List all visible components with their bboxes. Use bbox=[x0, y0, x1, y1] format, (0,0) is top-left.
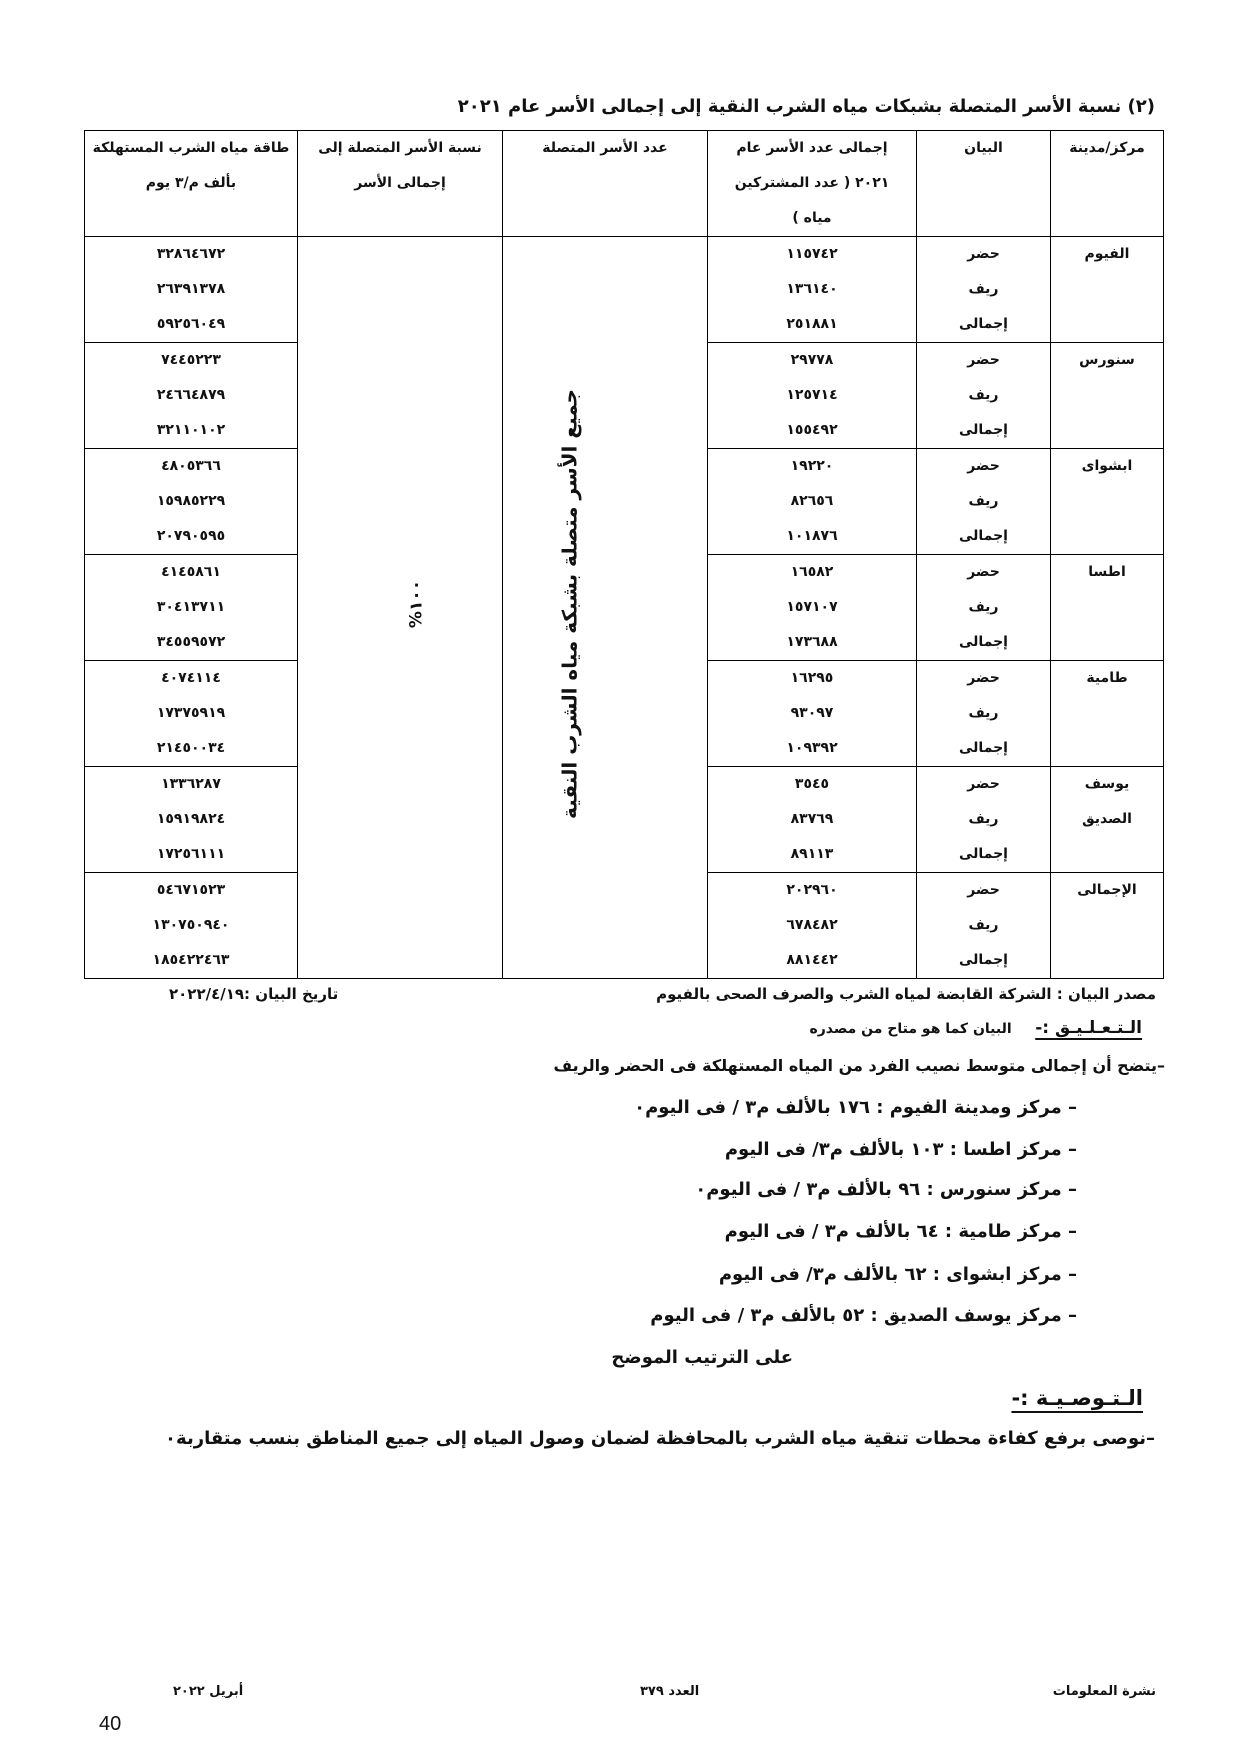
capacity-cell: ٤١٤٥٨٦١ bbox=[85, 555, 298, 591]
total-families-cell: ٣٥٤٥ bbox=[708, 767, 917, 803]
capacity-cell: ٧٤٤٥٢٢٣ bbox=[85, 343, 298, 379]
row-type-cell: ريف bbox=[917, 696, 1051, 731]
analysis-item: – مركز طامية : ٦٤ بالألف م٣ / فى اليوم bbox=[724, 1221, 1077, 1242]
center-name: طامية bbox=[1086, 670, 1128, 686]
capacity-cell: ١٥٩٨٥٢٢٩ bbox=[85, 484, 298, 519]
analysis-closing: على الترتيب الموضح bbox=[611, 1347, 793, 1368]
capacity-cell: ٢١٤٥٠٠٣٤ bbox=[85, 731, 298, 767]
header-capacity-line: طاقة مياه الشرب المستهلكة bbox=[92, 140, 290, 156]
center-cell bbox=[1051, 237, 1164, 343]
row-type-cell: ريف bbox=[917, 590, 1051, 625]
total-families-cell: ١٧٣٦٨٨ bbox=[708, 625, 917, 661]
header-connected-families-label: عدد الأسر المتصلة bbox=[542, 140, 668, 156]
header-center-label: مركز/مدينة bbox=[1069, 140, 1145, 156]
footer-issue: العدد ٣٧٩ bbox=[640, 1684, 700, 1699]
households-table-wrapper bbox=[85, 130, 1164, 979]
row-type-cell: إجمالى bbox=[917, 837, 1051, 873]
total-families-cell: ١٥٥٤٩٢ bbox=[708, 413, 917, 449]
capacity-cell: ٣٠٤١٣٧١١ bbox=[85, 590, 298, 625]
header-total-families-line: ٢٠٢١ ( عدد المشتركين bbox=[734, 175, 890, 191]
header-bayan bbox=[917, 131, 1051, 237]
table-title: (٢) نسبة الأسر المتصلة بشبكات مياه الشرب النقية إلى إجمالى الأسر عام ٢٠٢١ bbox=[457, 96, 1155, 117]
capacity-cell: ١٨٥٤٢٢٤٦٣ bbox=[85, 943, 298, 979]
capacity-cell: ٤٨٠٥٣٦٦ bbox=[85, 449, 298, 485]
total-families-cell: ١٩٢٢٠ bbox=[708, 449, 917, 485]
row-type-cell: ريف bbox=[917, 802, 1051, 837]
center-name: الصديق bbox=[1082, 811, 1132, 827]
recommendation-label: الـتـوصـيـة :- bbox=[1011, 1386, 1143, 1410]
total-families-cell: ٩٣٠٩٧ bbox=[708, 696, 917, 731]
center-cell bbox=[1051, 555, 1164, 661]
capacity-cell: ٢٠٧٩٠٥٩٥ bbox=[85, 519, 298, 555]
capacity-cell: ١٥٩١٩٨٢٤ bbox=[85, 802, 298, 837]
analysis-item: – مركز ومدينة الفيوم : ١٧٦ بالألف م٣ / فى اليوم٠ bbox=[634, 1097, 1077, 1118]
center-cell bbox=[1051, 449, 1164, 555]
total-families-cell: ٢٩٧٧٨ bbox=[708, 343, 917, 379]
center-cell bbox=[1051, 343, 1164, 449]
row-type-cell: إجمالى bbox=[917, 731, 1051, 767]
analysis-intro: –يتضح أن إجمالى متوسط نصيب الفرد من المياه المستهلكة فى الحضر والريف bbox=[553, 1056, 1165, 1075]
capacity-cell: ٤٠٧٤١١٤ bbox=[85, 661, 298, 697]
row-type-cell: إجمالى bbox=[917, 625, 1051, 661]
total-families-cell: ٨٢٦٥٦ bbox=[708, 484, 917, 519]
center-name: ابشواى bbox=[1081, 458, 1133, 474]
row-type-cell: إجمالى bbox=[917, 519, 1051, 555]
capacity-cell: ٥٤٦٧١٥٢٣ bbox=[85, 873, 298, 909]
connected-families-cell bbox=[503, 237, 708, 979]
total-families-cell: ١٠٩٣٩٢ bbox=[708, 731, 917, 767]
analysis-item: – مركز يوسف الصديق : ٥٢ بالألف م٣ / فى اليوم bbox=[650, 1305, 1077, 1326]
total-families-cell: ٢٠٢٩٦٠ bbox=[708, 873, 917, 909]
header-connected-ratio-line: نسبة الأسر المتصلة إلى bbox=[318, 140, 482, 156]
center-cell bbox=[1051, 873, 1164, 979]
connected-ratio-cell bbox=[298, 237, 503, 979]
total-families-cell: ١٢٥٧١٤ bbox=[708, 378, 917, 413]
header-connected-ratio-line: إجمالى الأسر bbox=[354, 175, 446, 191]
header-bayan-label: البيان bbox=[964, 140, 1003, 156]
capacity-cell: ١٧٢٥٦١١١ bbox=[85, 837, 298, 873]
center-name: اطسا bbox=[1088, 564, 1126, 580]
row-type-cell: حضر bbox=[917, 237, 1051, 273]
row-type-cell: ريف bbox=[917, 908, 1051, 943]
capacity-cell: ٢٦٣٩١٣٧٨ bbox=[85, 272, 298, 307]
header-connected-families bbox=[503, 131, 708, 237]
row-type-cell: حضر bbox=[917, 449, 1051, 485]
capacity-cell: ٣٤٥٥٩٥٧٢ bbox=[85, 625, 298, 661]
comment-note: البيان كما هو متاح من مصدره bbox=[809, 1021, 1012, 1037]
center-cell bbox=[1051, 661, 1164, 767]
header-connected-ratio bbox=[298, 131, 503, 237]
center-name: سنورس bbox=[1079, 352, 1135, 368]
households-table bbox=[84, 130, 1164, 979]
row-type-cell: حضر bbox=[917, 767, 1051, 803]
total-families-cell: ١٠١٨٧٦ bbox=[708, 519, 917, 555]
total-families-cell: ٨٩١١٣ bbox=[708, 837, 917, 873]
row-type-cell: حضر bbox=[917, 555, 1051, 591]
header-center bbox=[1051, 131, 1164, 237]
row-type-cell: حضر bbox=[917, 661, 1051, 697]
table-header-row bbox=[85, 131, 1164, 237]
total-families-cell: ١٥٧١٠٧ bbox=[708, 590, 917, 625]
page-number: 40 bbox=[99, 1713, 122, 1735]
capacity-cell: ٢٤٦٦٤٨٧٩ bbox=[85, 378, 298, 413]
row-type-cell: إجمالى bbox=[917, 413, 1051, 449]
capacity-cell: ٥٩٢٥٦٠٤٩ bbox=[85, 307, 298, 343]
analysis-item: – مركز ابشواى : ٦٢ بالألف م٣/ فى اليوم bbox=[718, 1264, 1077, 1285]
capacity-cell: ١٣٠٧٥٠٩٤٠ bbox=[85, 908, 298, 943]
recommendation-text: –نوصى برفع كفاءة محطات تنقية مياه الشرب بالمحافظة لضمان وصول المياه إلى جميع المناطق بنسب متقاربة٠ bbox=[165, 1428, 1155, 1449]
total-families-cell: ١٦٢٩٥ bbox=[708, 661, 917, 697]
total-families-cell: ٨٨١٤٤٢ bbox=[708, 943, 917, 979]
center-cell bbox=[1051, 767, 1164, 873]
header-capacity-line: بألف م/٣ يوم bbox=[145, 175, 237, 191]
comment-label: الـتـعـلـيـق :- bbox=[1035, 1018, 1142, 1038]
data-source: مصدر البيان : الشركة القابضة لمياه الشرب والصرف الصحى بالفيوم bbox=[656, 985, 1156, 1003]
table-row bbox=[85, 237, 1164, 273]
header-capacity bbox=[85, 131, 298, 237]
row-type-cell: ريف bbox=[917, 272, 1051, 307]
total-families-cell: ٨٣٧٦٩ bbox=[708, 802, 917, 837]
capacity-cell: ١٧٣٧٥٩١٩ bbox=[85, 696, 298, 731]
row-type-cell: ريف bbox=[917, 484, 1051, 519]
center-name: الإجمالى bbox=[1077, 882, 1137, 898]
total-families-cell: ٢٥١٨٨١ bbox=[708, 307, 917, 343]
row-type-cell: إجمالى bbox=[917, 943, 1051, 979]
total-families-cell: ٦٧٨٤٨٢ bbox=[708, 908, 917, 943]
footer-publication: نشرة المعلومات bbox=[1052, 1684, 1156, 1699]
row-type-cell: إجمالى bbox=[917, 307, 1051, 343]
total-families-cell: ١٣٦١٤٠ bbox=[708, 272, 917, 307]
capacity-cell: ١٣٣٦٢٨٧ bbox=[85, 767, 298, 803]
center-name: الفيوم bbox=[1084, 246, 1130, 262]
row-type-cell: ريف bbox=[917, 378, 1051, 413]
data-date: تاريخ البيان :٢٠٢٢/٤/١٩ bbox=[169, 985, 339, 1003]
capacity-cell: ٣٢١١٠١٠٢ bbox=[85, 413, 298, 449]
center-name: يوسف bbox=[1084, 776, 1130, 792]
connected-families-note: جميع الأسر متصلة بشبكة مياه الشرب النقية bbox=[557, 389, 582, 819]
footer-date: أبريل ٢٠٢٢ bbox=[173, 1684, 244, 1699]
total-families-cell: ١١٥٧٤٢ bbox=[708, 237, 917, 273]
header-total-families bbox=[708, 131, 917, 237]
comment-line bbox=[809, 1018, 1142, 1038]
analysis-item: – مركز سنورس : ٩٦ بالألف م٣ / فى اليوم٠ bbox=[695, 1179, 1077, 1200]
row-type-cell: حضر bbox=[917, 343, 1051, 379]
capacity-cell: ٣٢٨٦٤٦٧٢ bbox=[85, 237, 298, 273]
header-total-families-line: مياه ) bbox=[792, 210, 832, 226]
analysis-item: – مركز اطسا : ١٠٣ بالألف م٣/ فى اليوم bbox=[724, 1139, 1077, 1160]
row-type-cell: حضر bbox=[917, 873, 1051, 909]
connected-ratio-value: ١٠٠% bbox=[406, 579, 427, 629]
header-total-families-line: إجمالى عدد الأسر عام bbox=[736, 140, 888, 156]
total-families-cell: ١٦٥٨٢ bbox=[708, 555, 917, 591]
